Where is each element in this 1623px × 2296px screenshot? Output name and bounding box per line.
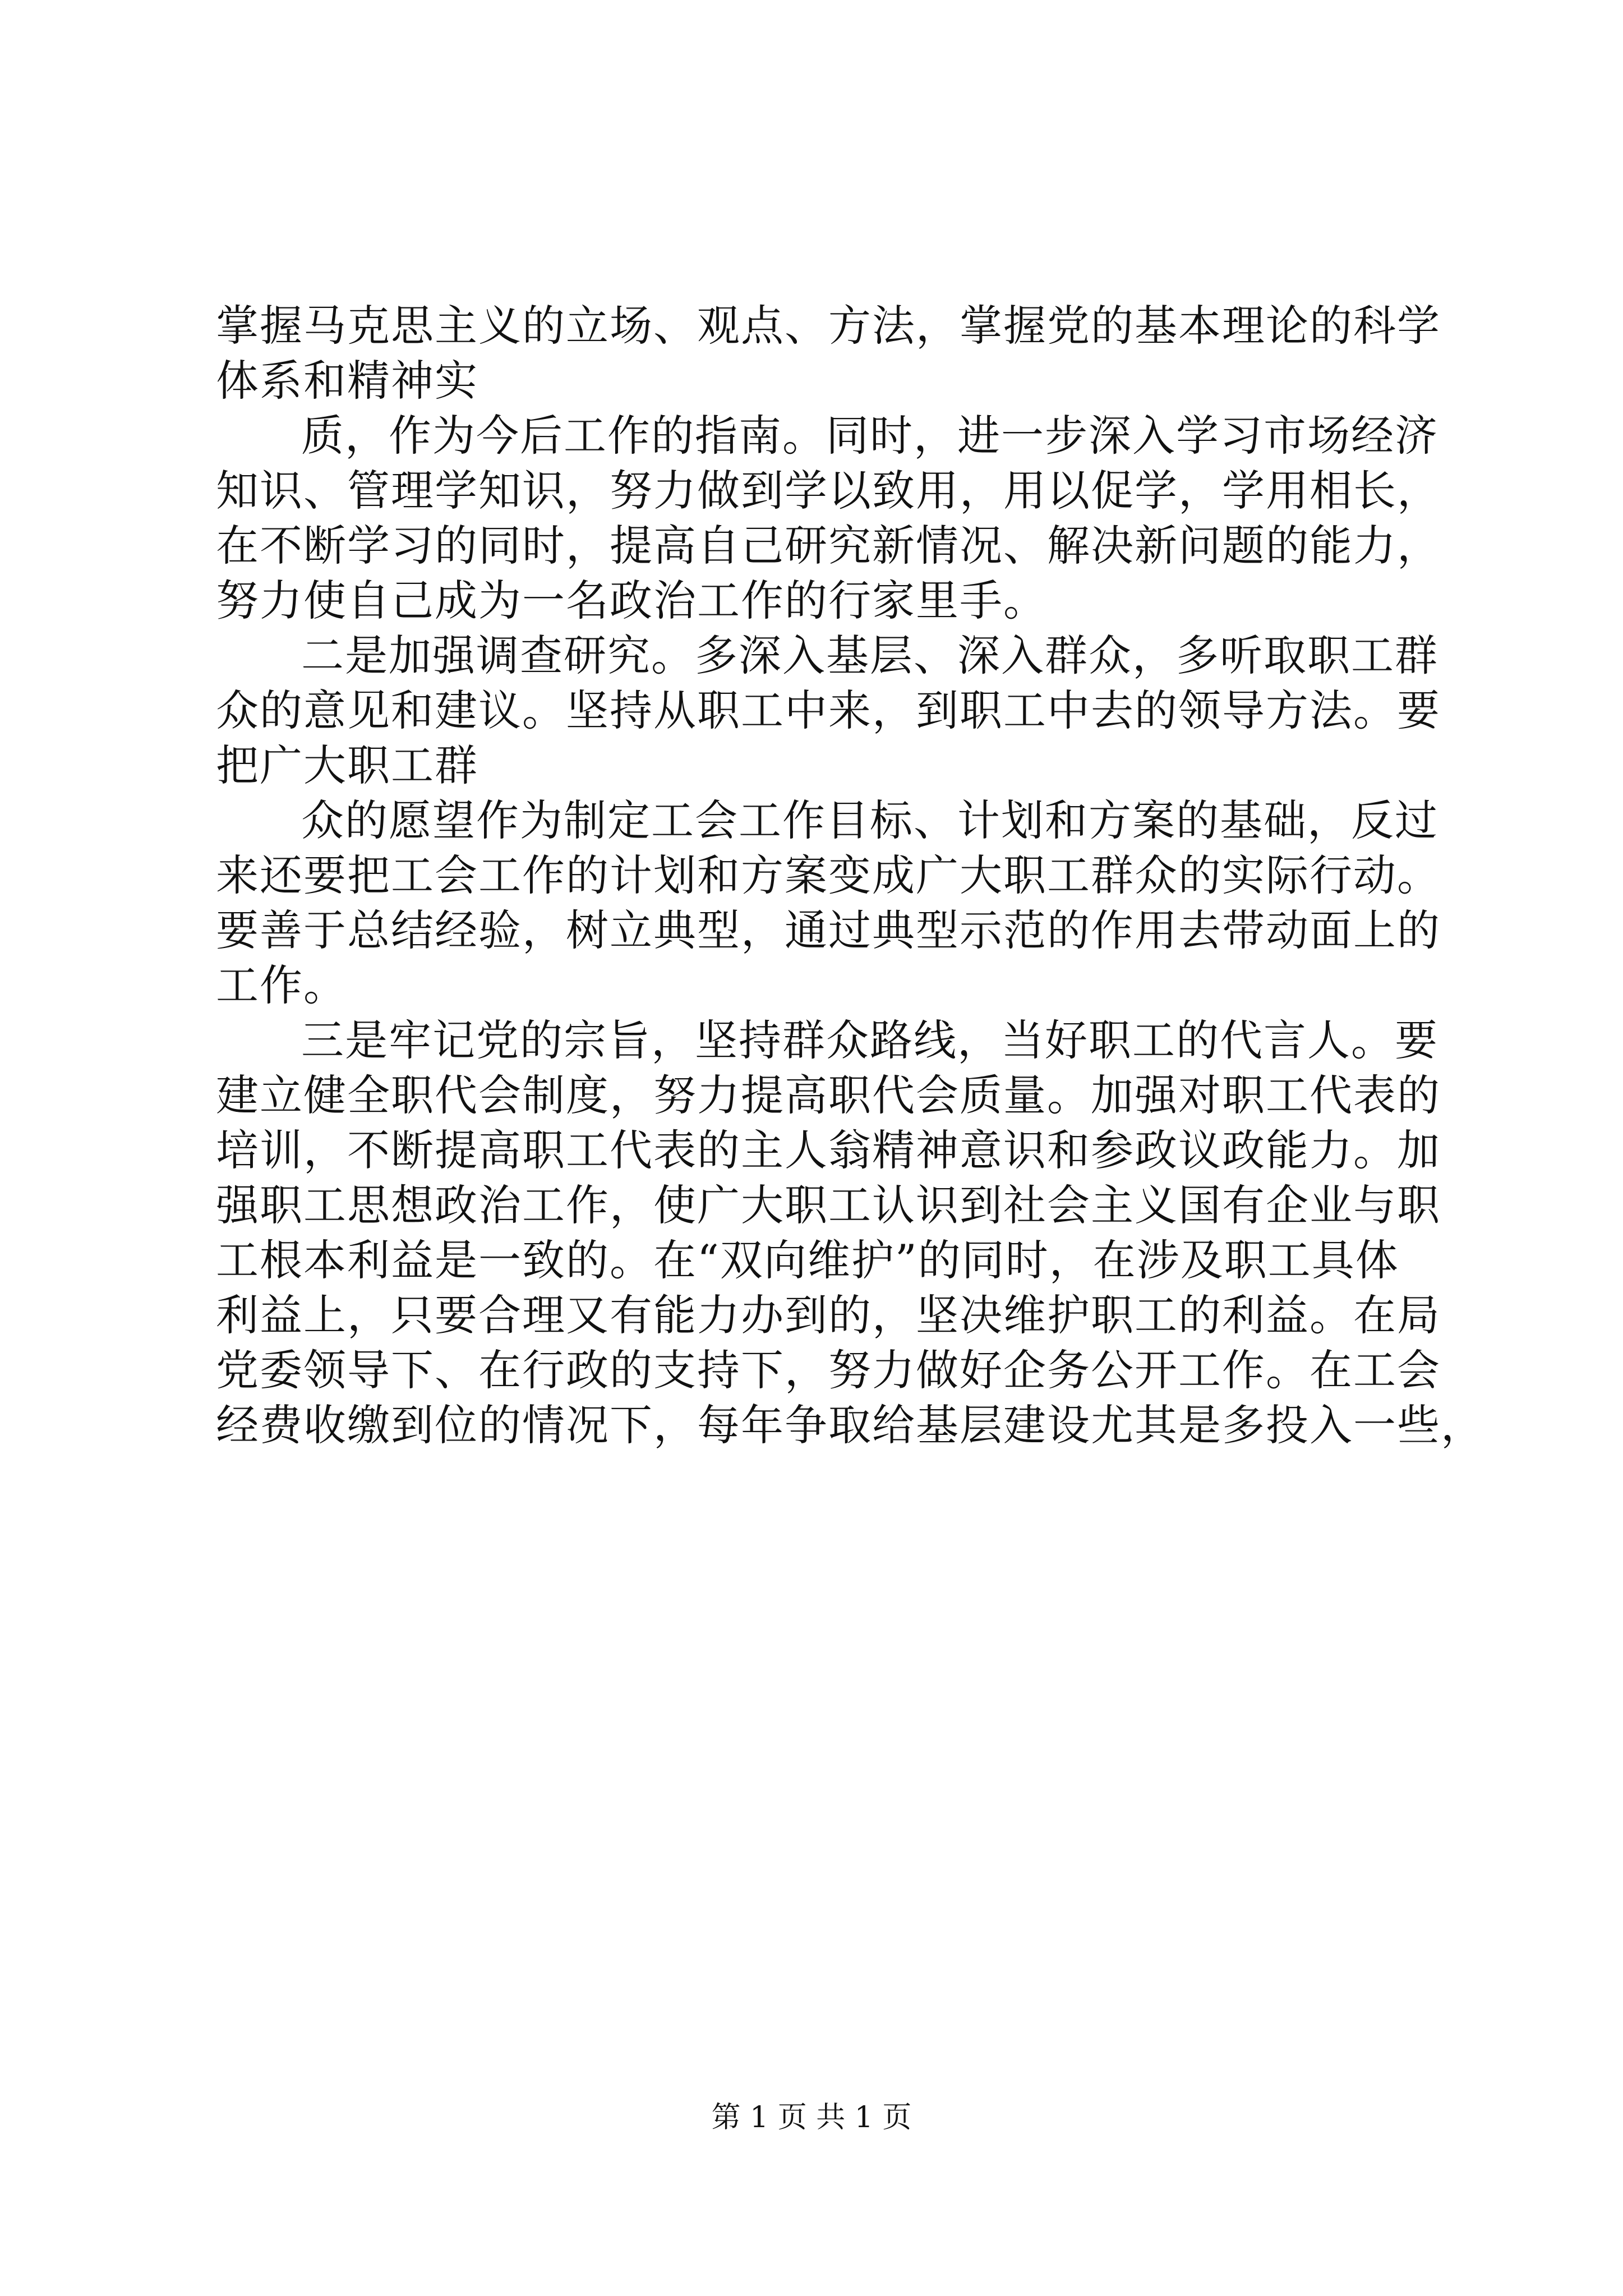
text-line: 质，作为今后工作的指南。同时，进一步深入学习市场经济 (301, 411, 1438, 461)
text-line: 强职工思想政治工作，使广大职工认识到社会主义国有企业与职 (216, 1180, 1441, 1230)
paragraph-2 (216, 408, 1441, 628)
text-line: 党委领导下、在行政的支持下，努力做好企务公开工作。在工会 (216, 1345, 1441, 1395)
page-footer (0, 2098, 1623, 2137)
text-line: 经费收缴到位的情况下，每年争取给基层建设尤其是多投入一些， (216, 1400, 1484, 1450)
text-line: 工根本利益是一致的。在“双向维护”的同时，在涉及职工具体 (216, 1235, 1399, 1285)
page-number-label: 第 1 页 共 1 页 (711, 2101, 912, 2134)
text-line: 把广大职工群 (216, 740, 478, 790)
text-line: 知识、管理学知识，努力做到学以致用，用以促学，学用相长， (216, 466, 1441, 516)
text-line: 二是加强调查研究。多深入基层、深入群众，多听取职工群 (301, 631, 1438, 680)
text-line: 要善于总结经验，树立典型，通过典型示范的作用去带动面上的 (216, 905, 1441, 955)
text-line: 利益上，只要合理又有能力办到的，坚决维护职工的利益。在局 (216, 1290, 1441, 1340)
text-line: 掌握马克思主义的立场、观点、方法，掌握党的基本理论的科学 (216, 301, 1441, 351)
text-line: 工作。 (216, 960, 347, 1010)
text-line: 体系和精神实 (216, 356, 478, 406)
text-line: 三是牢记党的宗旨，坚持群众路线，当好职工的代言人。要 (301, 1015, 1438, 1065)
text-line: 培训，不断提高职工代表的主人翁精神意识和参政议政能力。加 (216, 1125, 1441, 1175)
paragraph-1 (216, 298, 1441, 408)
paragraph-5 (216, 1013, 1484, 1453)
text-line: 在不断学习的同时，提高自己研究新情况、解决新问题的能力， (216, 521, 1441, 570)
document-body (216, 298, 1484, 1453)
text-line: 众的愿望作为制定工会工作目标、计划和方案的基础，反过 (301, 795, 1438, 845)
paragraph-3 (216, 628, 1441, 793)
text-line: 建立健全职代会制度，努力提高职代会质量。加强对职工代表的 (216, 1070, 1441, 1120)
paragraph-4 (216, 793, 1441, 1013)
text-line: 来还要把工会工作的计划和方案变成广大职工群众的实际行动。 (216, 850, 1441, 900)
text-line: 努力使自己成为一名政治工作的行家里手。 (216, 576, 1047, 625)
text-line: 众的意见和建议。坚持从职工中来，到职工中去的领导方法。要 (216, 685, 1441, 735)
